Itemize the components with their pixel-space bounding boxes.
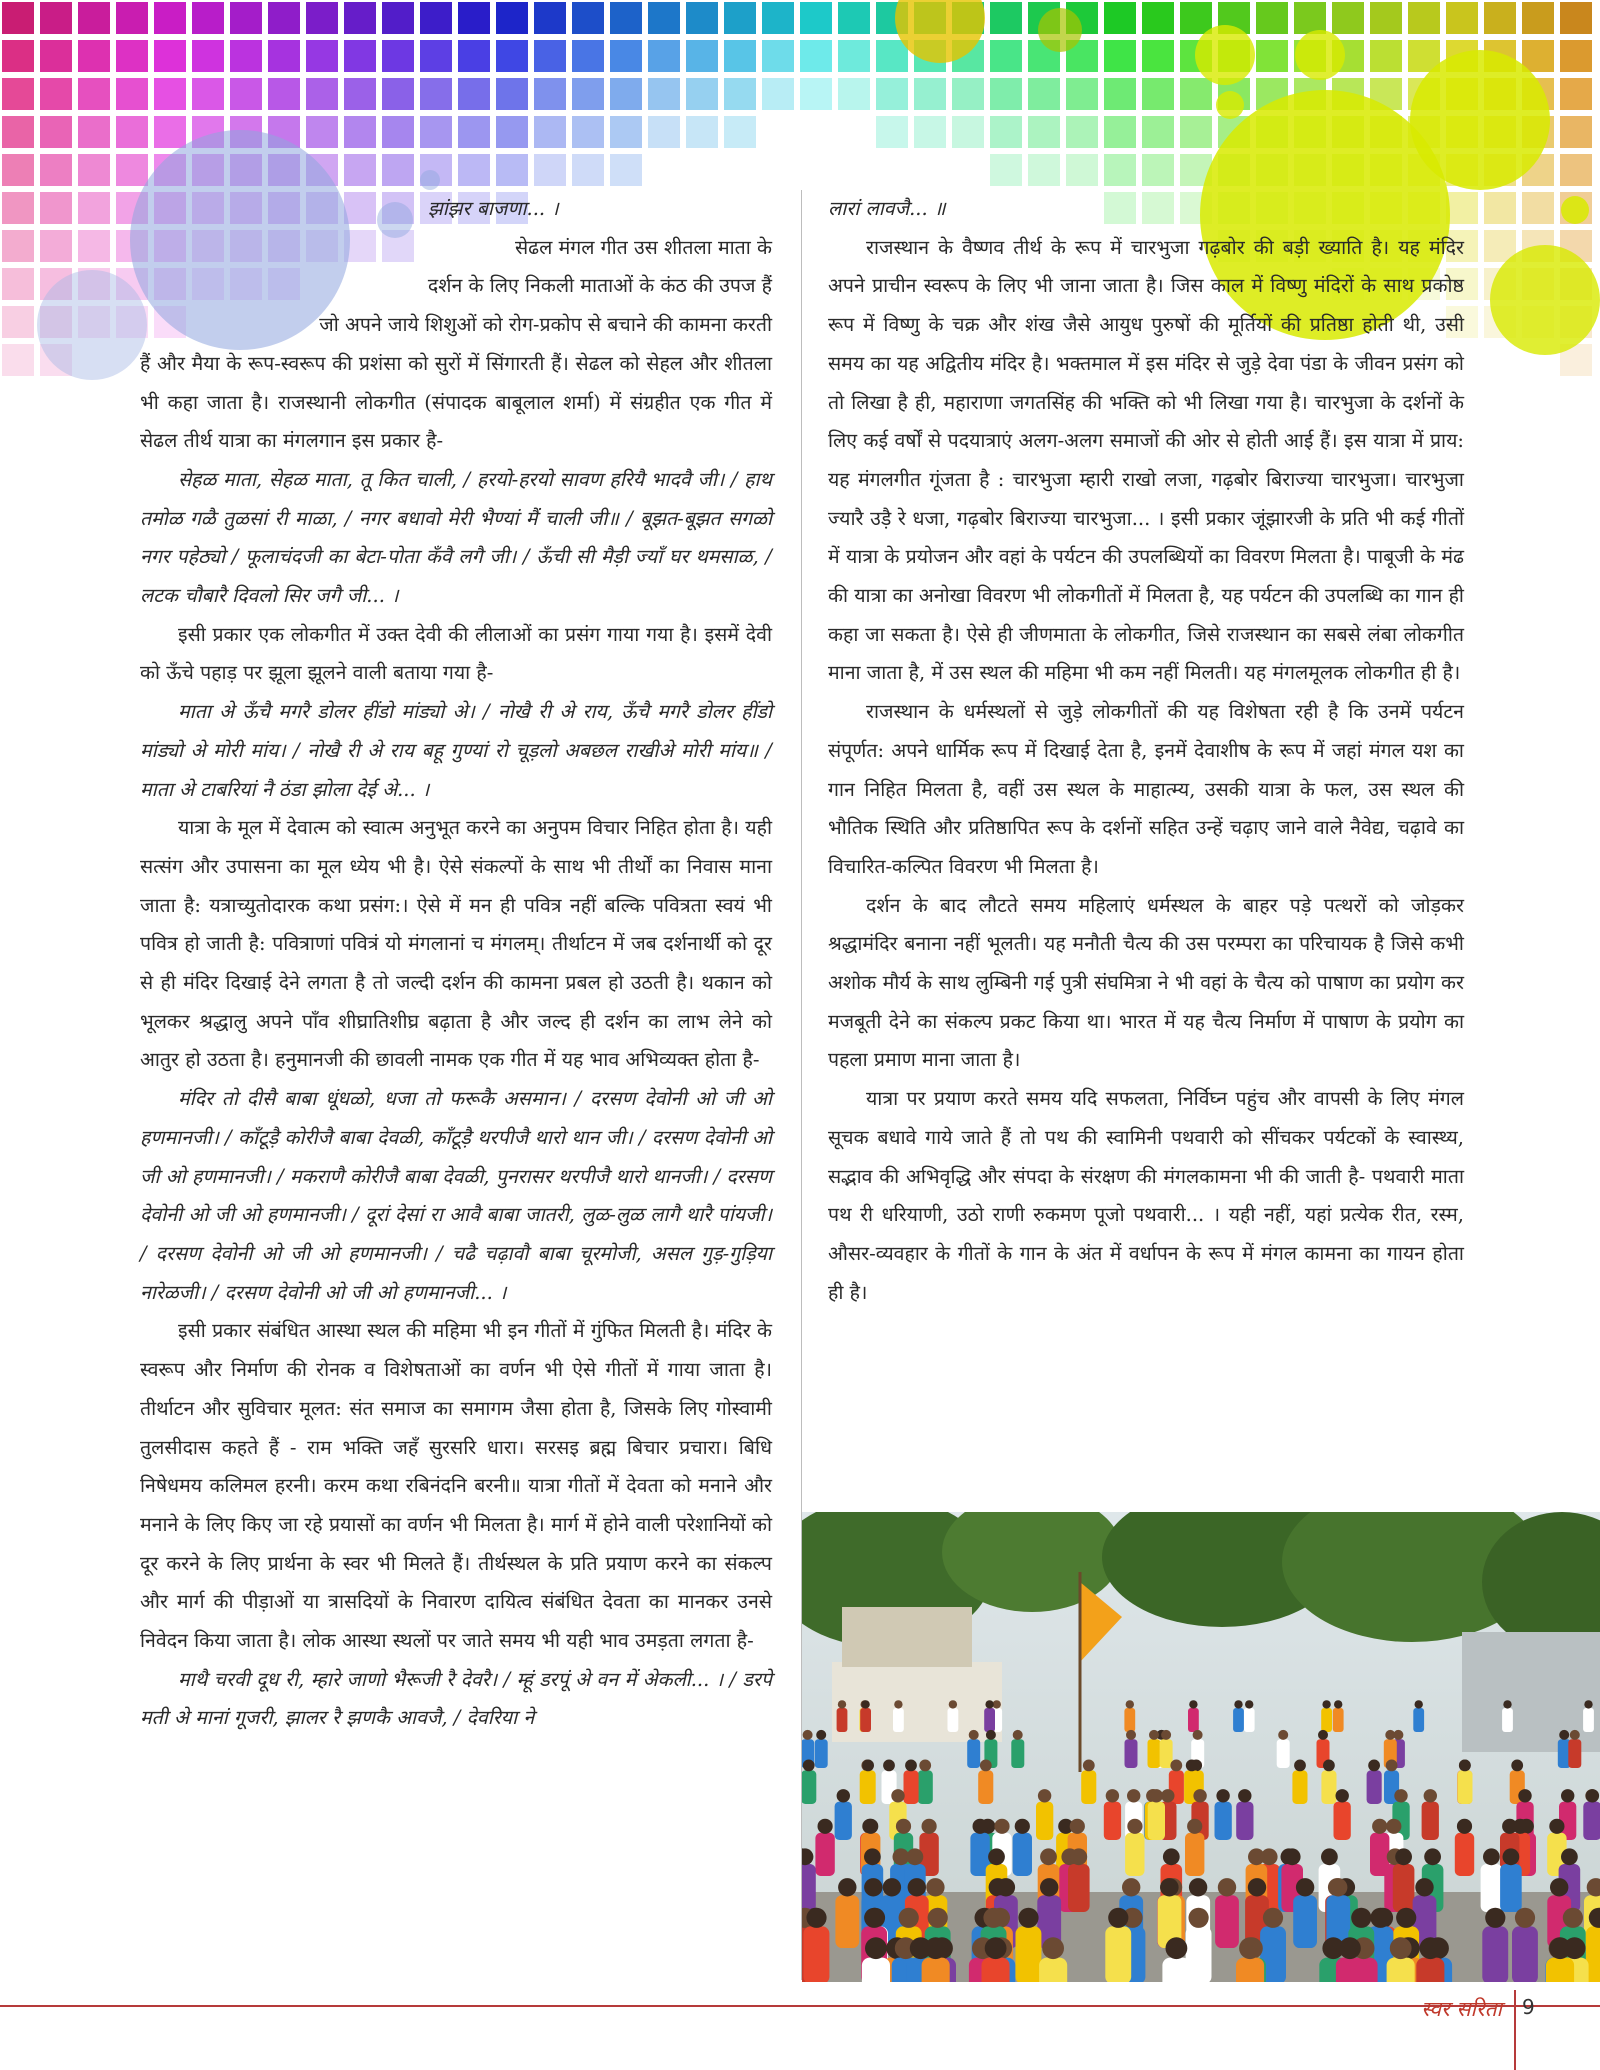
folk-song-verse: माता अे ऊँचै मगरै डोलर हींडो मांड्यो अे। / नोखै री अे राय, ऊँचै मगरै डोलर हींडो मांड्यो अे मोरी मांय। / नोखै री अे राय बहू गुण्यां रो चूड़लो अबछल राखीअे मोरी मांय॥ / माता अे टाबरियां नै ठंडा झोला देई अे... । (140, 700, 772, 801)
page-number: 9 (1522, 1995, 1535, 2019)
body-paragraph: हैं और मैया के रूप-स्वरूप की प्रशंसा को सुरों में सिंगारती हैं। सेढल को सेहल और शीतला भी कहा जाता है। राजस्थानी लोकगीत (संपादक बाबूलाल शर्मा) में संग्रहीत एक गीत में सेढल तीर्थ यात्रा का मंगलगान इस प्रकार है- (140, 351, 772, 453)
verse-ending-line: लारां लावजै... ॥ (828, 197, 946, 220)
verse-ending-line: झांझर बाजणा... । (428, 197, 559, 220)
intro-line: सेढल मंगल गीत उस शीतला माता के (515, 235, 772, 259)
body-paragraph: दर्शन के बाद लौटते समय महिलाएं धर्मस्थल के बाहर पड़े पत्थरों को जोड़कर श्रद्धामंदिर बनाना नहीं भूलती। यह मनौती चैत्य की उस परम्परा का परिचायक है जिसे कभी अशोक मौर्य के साथ लुम्बिनी गई पुत्री संघमित्रा ने भी वहां के चैत्य को पाषाण का प्रयोग कर मजबूती देने का संकल्प प्रकट किया था। भारत में यह चैत्य निर्माण में पाषाण के प्रयोग का पहला प्रमाण माना जाता है। (828, 893, 1464, 1072)
folk-song-verse: मंदिर तो दीसै बाबा धूंधळो, धजा तो फरूकै असमान। / दरसण देवोनी ओ जी ओ हणमानजी। / काँटूड़ै कोरीजै बाबा देवळी, काँटूड़ै थरपीजै थारो थान जी। / दरसण देवोनी ओ जी ओ हणमानजी। / मकराणै कोरीजै बाबा देवळी, पुनरासर थरपीजै थारो थानजी। / दरसण देवोनी ओ जी ओ हणमानजी। / दूरां देसां रा आवै बाबा जातरी, लुळ-लुळ लागै थारै पांयजी। / दरसण देवोनी ओ जी ओ हणमानजी। / चढै चढ़ावौ बाबा चूरमोजी, असल गुड़-गुड़िया नारेळजी। / दरसण देवोनी ओ जी ओ हणमानजी... । (140, 1087, 772, 1304)
vehicle-canopy (842, 1607, 972, 1667)
vehicle (832, 1662, 1002, 1742)
body-paragraph: राजस्थान के धर्मस्थलों से जुड़े लोकगीतों की यह विशेषता रही है कि उनमें पर्यटन संपूर्णत: अपने धार्मिक रूप में दिखाई देता है, इनमें देवाशीष के रूप में जहां मंगल यश का गान निहित मिलता है, वहीं उस स्थल के माहात्म्य, उसकी यात्रा के फल, उस स्थल की भौतिक स्थिति और प्रतिष्ठापित रूप के दर्शनों सहित उन्हें चढ़ाए जाने वाले नैवेद्य, चढ़ावे का विचारित-कल्पित विवरण भी मिलता है। (828, 700, 1464, 878)
folk-song-verse: माथै चरवी दूध री, म्हारे जाणो भैरूजी रै देवरै। / म्हूं डरपूं अे वन में अेकली... । / डरपे मती अे मानां गूजरी, झालर रै झणकै आवजै, / देवरिया ने (140, 1667, 772, 1730)
folk-song-verse: सेहळ माता, सेहळ माता, तू कित चाली, / हरयो-हरयो सावण हरियै भादवै जी। / हाथ तमोळ गळै तुळसां री माळा, / नगर बधावो मेरी भैण्यां मैं चाली जी॥ / बूझत-बूझत सगळो नगर पहेठ्यो / फूलाचंदजी का बेटा-पोता कँवै लगै जी। / ऊँची सी मैड़ी ज्याँ घर थमसाळ, / लटक चौबारै दिवलो सिर जगै जी... । (140, 467, 772, 608)
photo-illustration (802, 1512, 1600, 1982)
body-paragraph: इसी प्रकार संबंधित आस्था स्थल की महिमा भी इन गीतों में गुंफित मिलती है। मंदिर के स्वरूप और निर्माण की रोनक व विशेषताओं का वर्णन भी ऐसे गीतों में गाया जाता है। तीर्थाटन और सुविचार मूलत: संत समाज का समागम जैसा होता है, जिसके लिए गोस्वामी तुलसीदास कहते हैं - राम भक्ति जहँ सुरसरि धारा। सरसइ ब्रह्म बिचार प्रचारा। बिधि निषेधमय कलिमल हरनी। करम कथा रबिनंदनि बरनी॥ यात्रा गीतों में देवता को मनाने और मनाने के लिए किए जा रहे प्रयासों का वर्णन भी मिलता है। मार्ग में होने वाली परेशानियों को दूर करने के लिए प्रार्थना के स्वर भी मिलते हैं। तीर्थस्थल के प्रति प्रयाण करने का संकल्प और मार्ग की पीड़ाओं या त्रासदियों के निवारण दायित्व संबंधित देवता का मानकर उनसे निवेदन किया जाता है। लोक आस्था स्थलों पर जाते समय भी यही भाव उमड़ता लगता है- (140, 1319, 772, 1653)
body-paragraph: इसी प्रकार एक लोकगीत में उक्त देवी की लीलाओं का प्रसंग गाया गया है। इसमें देवी को ऊँचे पहाड़ पर झूला झूलने वाली बताया गया है- (140, 622, 772, 685)
left-column (140, 190, 772, 1738)
intro-line: जो अपने जाये शिशुओं को रोग-प्रकोप से बचाने की कामना करती (319, 313, 772, 337)
magazine-title: स्वर सरिता (1421, 1997, 1502, 2021)
footer-rule (0, 2005, 1600, 2007)
body-paragraph: राजस्थान के वैष्णव तीर्थ के रूप में चारभुजा गढ़बोर की बड़ी ख्याति है। यह मंदिर अपने प्राचीन स्वरूप के लिए भी जाना जाता है। जिस काल में विष्णु मंदिरों के साथ प्रकोष्ठ रूप में विष्णु के चक्र और शंख जैसे आयुध पुरुषों की मूर्तियों की प्रतिष्ठा होती थी, उसी समय का यह अद्वितीय मंदिर है। भक्तमाल में इस मंदिर से जुड़े देवा पंडा के जीवन प्रसंग को तो लिखा है ही, महाराणा जगतसिंह की भक्ति को भी लिखा गया है। चारभुजा के दर्शनों के लिए कई वर्षों से पदयात्राएं अलग-अलग समाजों की ओर से होती आई हैं। इस यात्रा में प्राय: यह मंगलगीत गूंजता है : चारभुजा म्हारी राखो लजा, गढ़बोर बिराज्या चारभुजा। चारभुजा ज्यारै उड़ै रे धजा, गढ़बोर बिराज्या चारभुजा... । इसी प्रकार जूंझारजी के प्रति भी कई गीतों में यात्रा के प्रयोजन और वहां के पर्यटन की उपलब्धियों का विवरण मिलता है। पाबूजी के मंढ की यात्रा का अनोखा विवरण भी लोकगीतों में मिलता है, यह पर्यटन की उपलब्धि का गान ही कहा जा सकता है। ऐसे ही जीणमाता के लोकगीत, जिसे राजस्थान का सबसे लंबा लोकगीत माना जाता है, में उस स्थल की महिमा भी कम नहीं मिलती। यह मंगलमूलक लोकगीत ही है। (828, 235, 1464, 685)
pilgrimage-crowd-photo (802, 1512, 1600, 1982)
body-paragraph: यात्रा के मूल में देवात्म को स्वात्म अनुभूत करने का अनुपम विचार निहित होता है। यही सत्संग और उपासना का मूल ध्येय भी है। ऐसे संकल्पों के साथ भी तीर्थों का निवास माना जाता है: यत्राच्युतोदारक कथा प्रसंग:। ऐसे में मन ही पवित्र नहीं बल्कि पवित्रता स्वयं भी पवित्र हो जाती है: पवित्राणां पवित्रं यो मंगलानां च मंगलम्। तीर्थाटन में जब दर्शनार्थी को दूर से ही मंदिर दिखाई देने लगता है तो जल्दी दर्शन की कामना प्रबल हो उठती है। थकान को भूलकर श्रद्धालु अपने पाँव शीघ्रातिशीघ्र बढ़ाता है और जल्द ही दर्शन का लाभ लेने को आतुर हो उठता है। हनुमानजी की छावली नामक एक गीत में यह भाव अभिव्यक्त होता है- (140, 816, 772, 1072)
footer-separator (1514, 1990, 1516, 2070)
body-paragraph: यात्रा पर प्रयाण करते समय यदि सफलता, निर्विघ्न पहुंच और वापसी के लिए मंगल सूचक बधावे गाये जाते हैं तो पथ की स्वामिनी पथवारी को सींचकर पर्यटकों के स्वास्थ्य, सद्भाव की अभिवृद्धि और संपदा के संरक्षण की मंगलकामना भी की जाती है- पथवारी माता पथ री धरियाणी, उठो राणी रुकमण पूजो पथवारी... । यही नहीं, यहां प्रत्येक रीत, रस्म, औसर-व्यवहार के गीतों के गान के अंत में वर्धापन के रूप में मंगल कामना का गायन होता ही है। (828, 1087, 1464, 1304)
right-column (828, 190, 1464, 1312)
intro-line: दर्शन के लिए निकली माताओं के कंठ की उपज हैं (427, 274, 772, 298)
intro-lines (140, 229, 772, 345)
